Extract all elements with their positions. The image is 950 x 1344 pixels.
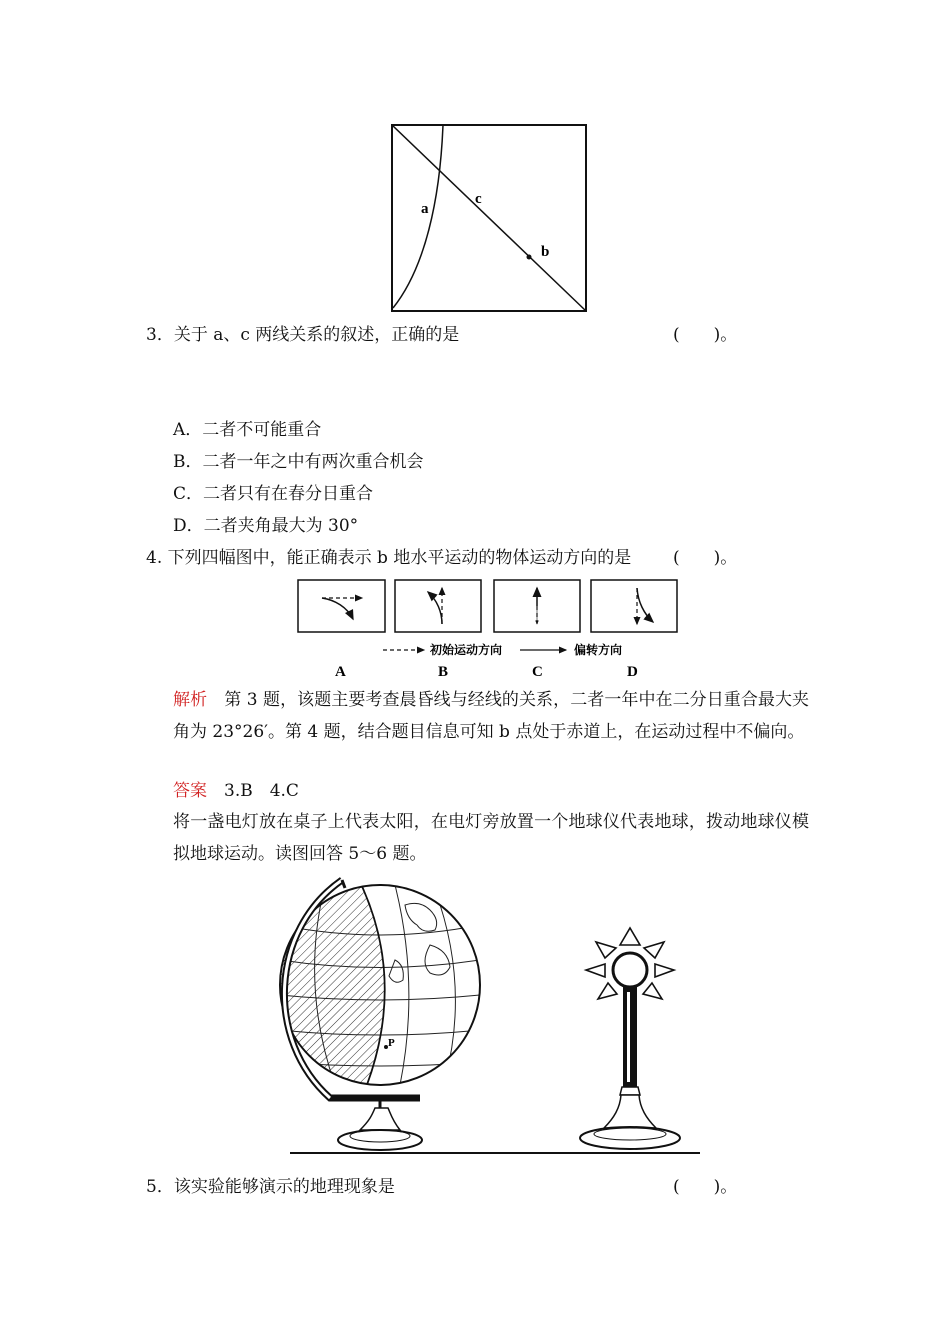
legend-deflect: 偏转方向 (574, 643, 623, 657)
panel-label-c: C (532, 664, 543, 680)
intro-text: 将一盏电灯放在桌子上代表太阳，在电灯旁放置一个地球仪代表地球，拨动地球仪模拟地球运动。读图回答 5～6 题。 (173, 812, 809, 864)
q3-paren: ( )。 (673, 325, 738, 345)
label-b: b (541, 244, 550, 260)
label-a: a (421, 201, 429, 217)
q4-paren: ( )。 (673, 548, 738, 568)
q3-stem: 3．关于 a、c 两线关系的叙述，正确的是 (146, 325, 460, 345)
analysis-text: 第 3 题，该题主要考查晨昏线与经线的关系，二者一年中在二分日重合最大夹角为 23°26′。第 4 题，结合题目信息可知 b 点处于赤道上，在运动过程中不偏向。 (173, 690, 810, 742)
q3-option-d: D．二者夹角最大为 30° (173, 516, 359, 536)
q5-paren: ( )。 (673, 1177, 738, 1197)
q3-option-a: A．二者不可能重合 (173, 420, 322, 440)
panel-label-a: A (335, 664, 346, 680)
q5-stem: 5．该实验能够演示的地理现象是 (146, 1177, 395, 1197)
answer-label: 答案 (173, 781, 207, 801)
analysis-label: 解析 (173, 690, 208, 710)
q4-stem: 4. 下列四幅图中，能正确表示 b 地水平运动的物体运动方向的是 (146, 548, 632, 568)
panel-label-b: B (438, 664, 449, 680)
q3-option-b: B．二者一年之中有两次重合机会 (173, 452, 424, 472)
label-c: c (475, 191, 482, 207)
q3-option-c: C．二者只有在春分日重合 (173, 484, 374, 504)
legend-initial: 初始运动方向 (430, 643, 503, 657)
answer-text: 3.B 4.C (224, 781, 299, 801)
panel-label-d: D (627, 664, 638, 680)
label-p: P (388, 1037, 395, 1049)
